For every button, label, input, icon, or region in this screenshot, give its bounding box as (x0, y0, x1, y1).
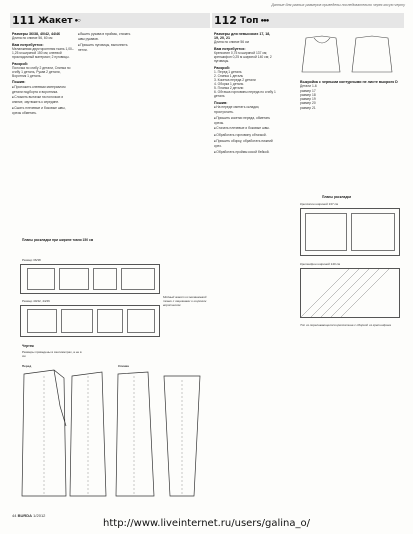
model-111-step: ■ Сложить вытачки на полочках и спинке, заутюжить к середине. (12, 95, 74, 104)
pattern-sheet: Детали 1-6 (300, 84, 317, 89)
model-111-cut-heading: Раскрой: (12, 61, 28, 66)
model-112-materials: Крепсатин 0,75 м шириной 137 см; крепшифон 0,25 м шириной 140 см; 2 пуговицы. (214, 50, 272, 64)
cut-item: 3. Кокетка переда 2 детали (214, 77, 256, 82)
size-item: размер 21 (300, 105, 316, 110)
model-112-step: ■ Пришить кокетки переда, обметать срезы. (214, 116, 276, 125)
model-112-photo-caption: Топ из переливающегося крепсатина с оборкой из крепшифона (300, 323, 391, 327)
cut-item: 6. Обтачка горловины переда по сгибу 1 деталь (214, 90, 276, 99)
pattern-heading: Выкройка с черными контурными не листе выкроек D (300, 80, 398, 84)
model-111-drawing-heading: Чертеж (22, 344, 34, 348)
model-111-size-a: Размер 36/38 (22, 258, 41, 262)
model-112-number: 112 (214, 14, 237, 27)
model-111-length: Длина по спинке 56, 60 см (12, 36, 53, 41)
cut-item: 5. Планка 2 детали (214, 86, 244, 91)
model-111-sewing-heading: Пошив: (12, 80, 26, 85)
model-111-materials-heading: Вам потребуется: (12, 42, 44, 47)
model-111-technical-drawing (14, 366, 210, 506)
model-112-step: ■ Обработать горловину обтачкой. (214, 133, 276, 138)
issue: 1/2012 (33, 513, 46, 518)
model-112-level: ●●● (260, 17, 269, 24)
model-112-text-col-1 (214, 32, 276, 332)
header-111 (12, 14, 80, 27)
model-111-drawing-note: Размеры приведены в сантиметрах, а не в см (22, 350, 82, 358)
model-111-sizes: Размеры 36/38, 40/42, 44/46 (12, 32, 60, 36)
size-item: размер 19 (300, 97, 316, 102)
cut-item: 4. Оборка 1 деталь (214, 82, 244, 87)
size-list (300, 89, 400, 109)
layout-plan-a (20, 264, 160, 294)
model-111-step: ■ Проложить клеевым материалом детали подборта и воротника. (12, 85, 74, 94)
model-112-materials-heading: Вам потребуется: (214, 46, 246, 51)
model-112-plans-heading: Планы раскладки (322, 195, 352, 199)
cut-item: 2. Спинка 1 деталь (214, 73, 244, 78)
model-112-cut-heading: Раскрой: (214, 65, 230, 70)
model-112-length: Длина по спинке 56 см (214, 40, 249, 45)
back-outline (116, 372, 154, 496)
model-112-step: ■ Пришить оборку, обработать нижний срез. (214, 139, 276, 148)
model-111-text-col-1 (12, 32, 74, 232)
front-label: Перед (22, 364, 32, 368)
size-item: размер 20 (300, 101, 316, 106)
model-112-sketch (300, 34, 400, 76)
back-label: Спинка (118, 364, 129, 368)
model-112-step: ■ Обработать проймы косой бейкой. (214, 150, 276, 155)
model-111-text-col-2 (78, 32, 136, 232)
model-112-text-col-2 (302, 345, 400, 510)
cut-item: 1. Перед 1 деталь (214, 69, 242, 74)
model-111-number: 111 (12, 14, 35, 27)
header-112 (214, 14, 268, 27)
model-111-text-col-3 (140, 32, 208, 250)
model-111-step: ■ Сшить плечевые и боковые швы, срезы обметать. (12, 106, 74, 115)
model-111-materials: Меланжевая двустороннняя ткань 1,00–1,25 м шириной 150 см; клеевой прокладочный материал; 2 пуговицы. (12, 46, 74, 59)
model-112-step: ■ Стачать плечевые и боковые швы. (214, 126, 276, 131)
model-112-step: ■ На переде сметать складки, прострочить. (214, 105, 276, 114)
model-111-cut: Полочка по сгибу 2 детали, Спинка по сгибу 1 деталь, Рукав 2 детали, Воротник 1 деталь. (12, 65, 71, 78)
watermark-url: http://www.liveinternet.ru/users/galina_o/ (103, 518, 310, 529)
model-111-size-b: Размер 40/42, 44/46 (22, 299, 50, 303)
size-item: размер 18 (300, 93, 316, 98)
layout-plan-112-a (300, 208, 400, 256)
layout-plan-b (20, 305, 160, 337)
model-111-step: ■ Вшить рукава в проймы, стачать швы рукавов. (78, 32, 136, 41)
model-112-pattern-info (300, 80, 400, 140)
magazine-name: BURDA (17, 513, 33, 518)
fabric-a-label: Крепсатин шириной 137 см (300, 202, 339, 206)
model-111-title: Жакет (37, 15, 73, 26)
model-112-sewing-heading: Пошив: (214, 100, 228, 105)
model-111-level: ●○ (74, 17, 80, 24)
layout-plan-112-b (300, 268, 400, 318)
fabric-b-label: Крепшифон шириной 140 см (300, 262, 341, 266)
model-112-sizes: Размеры для невысоких 17, 18, 19, 20, 21 (214, 32, 271, 41)
model-112-title: Топ (239, 15, 259, 26)
size-item: размер 17 (300, 89, 316, 94)
model-111-plans-heading: Планы раскладки при ширине ткани 150 см (22, 238, 94, 242)
model-111-photo-caption: Модный жакет из меланжевой ткани с лацканами и широким воротником (163, 295, 207, 307)
model-111-step: ■ Пришить пуговицы, выполнить петли. (78, 43, 136, 52)
top-note: Данные для разных размеров приведены последовательно через косую черту (271, 3, 405, 7)
page-number: 44 (12, 513, 17, 518)
